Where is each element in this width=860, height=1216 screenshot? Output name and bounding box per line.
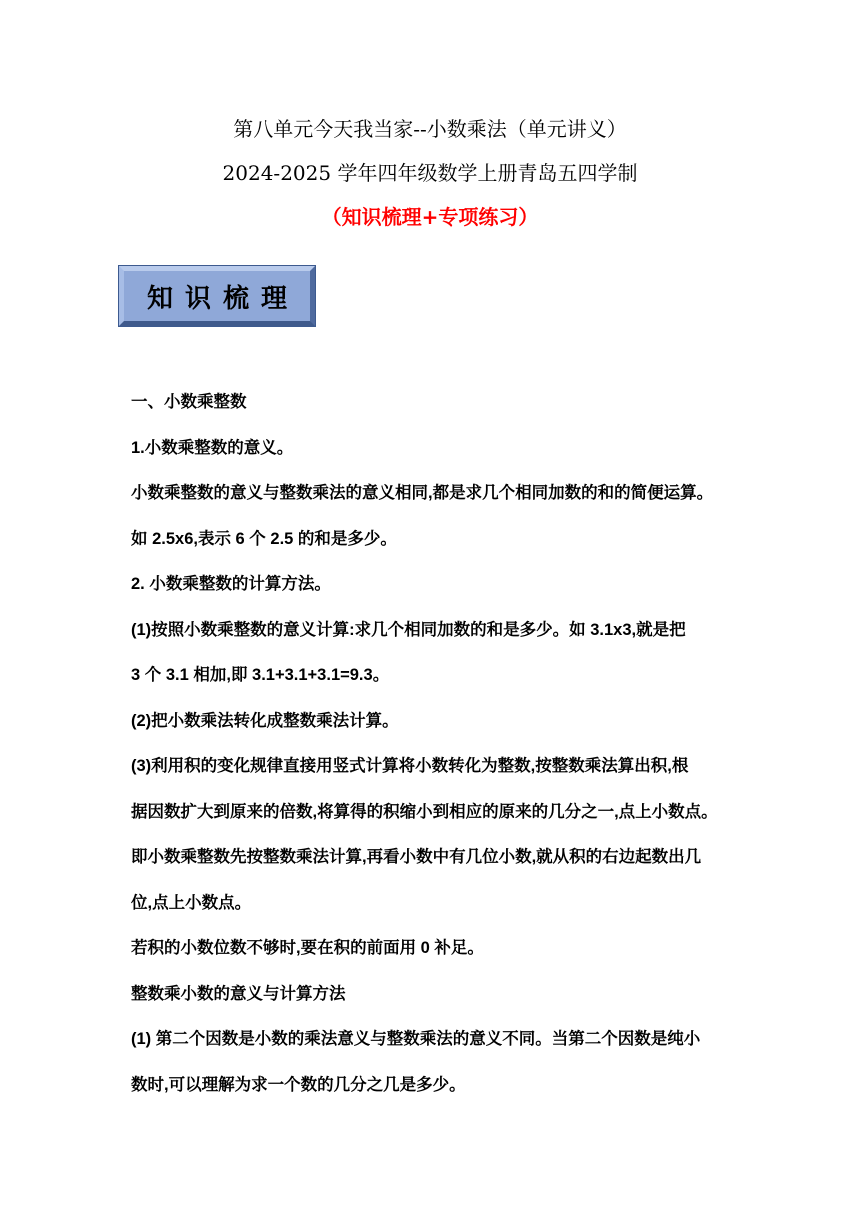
paragraph-line: (1)按照小数乘整数的意义计算:求几个相同加数的和是多少。如 3.1x3,就是把 [131, 620, 686, 639]
section-heading: 一、小数乘整数 [131, 393, 247, 411]
subsection-heading: 1.小数乘整数的意义。 [131, 438, 294, 457]
paragraph-line: 据因数扩大到原来的倍数,将算得的积缩小到相应的原来的几分之一,点上小数点。 [131, 802, 718, 821]
paragraph-line: 小数乘整数的意义与整数乘法的意义相同,都是求几个相同加数的和的简便运算。 [131, 484, 714, 502]
paragraph-line: (2)把小数乘法转化成整数乘法计算。 [131, 711, 399, 730]
section-banner [119, 266, 315, 326]
section-banner-label: 知识梳理 [146, 283, 299, 314]
paragraph-line: (1) 第二个因数是小数的乘法意义与整数乘法的意义不同。当第二个因数是纯小 [131, 1030, 701, 1048]
document-subtitle: 2024-2025 学年四年级数学上册青岛五四学制 [222, 161, 638, 185]
paragraph-line: (3)利用积的变化规律直接用竖式计算将小数转化为整数,按整数乘法算出积,根 [131, 757, 689, 775]
document-tag: （知识梳理+专项练习） [321, 205, 539, 229]
paragraph-line: 位,点上小数点。 [131, 893, 252, 912]
paragraph-line: 3 个 3.1 相加,即 3.1+3.1+3.1=9.3。 [131, 666, 390, 684]
paragraph-line: 数时,可以理解为求一个数的几分之几是多少。 [131, 1075, 466, 1094]
subsection-heading: 整数乘小数的意义与计算方法 [131, 984, 346, 1003]
paragraph-line: 如 2.5x6,表示 6 个 2.5 的和是多少。 [131, 529, 397, 548]
document-title: 第八单元今天我当家--小数乘法（单元讲义） [233, 117, 627, 141]
paragraph-line: 若积的小数位数不够时,要在积的前面用 0 补足。 [131, 939, 484, 957]
document-body [131, 380, 741, 1108]
subsection-heading: 2. 小数乘整数的计算方法。 [131, 575, 331, 593]
paragraph-line: 即小数乘整数先按整数乘法计算,再看小数中有几位小数,就从积的右边起数出几 [131, 848, 702, 866]
